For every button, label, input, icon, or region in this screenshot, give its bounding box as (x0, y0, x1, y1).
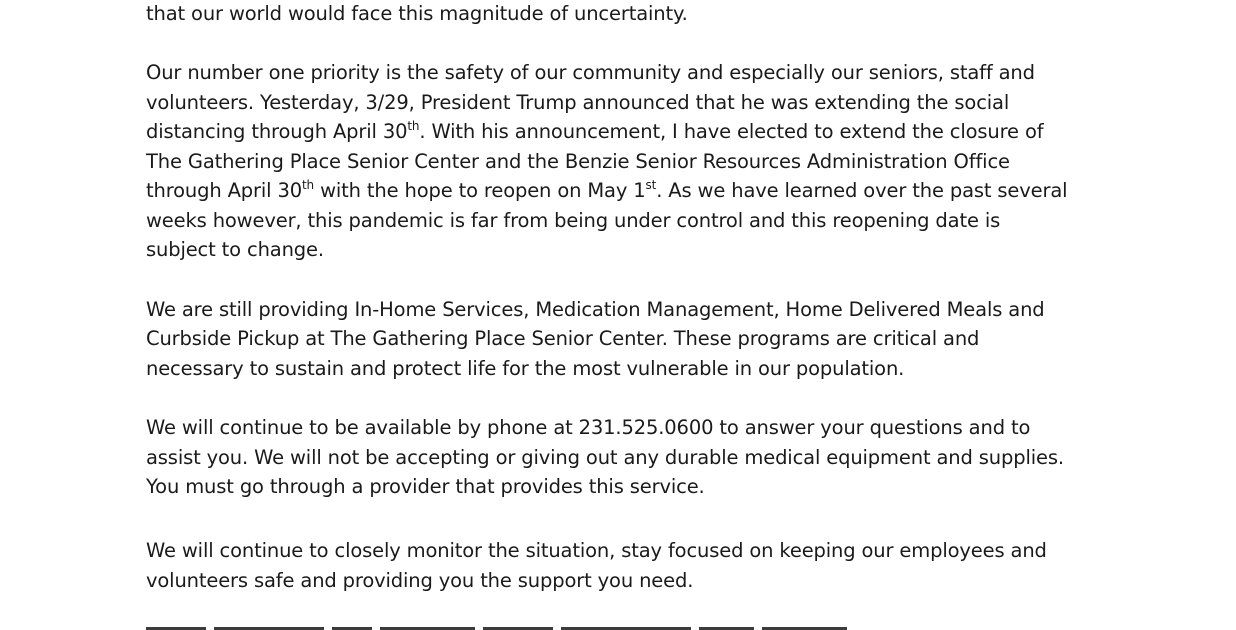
paragraph-1-line-6: weeks however, this pandemic is far from being under control and this reopening date is (146, 209, 1001, 232)
paragraph-1-line-1: Our number one priority is the safety of our community and especially our seniors, staff and (146, 61, 1035, 84)
paragraph-1-line-4: The Gathering Place Senior Center and the Benzie Senior Resources Administration Office (146, 150, 1010, 173)
text-segment: . With his announcement, I have elected to extend the closure of (419, 120, 1044, 143)
text-segment: with the hope to reopen on May 1 (314, 179, 646, 202)
text-segment: through April 30 (146, 179, 302, 202)
text-segment: distancing through April 30 (146, 120, 408, 143)
paragraph-3-line-2: assist you. We will not be accepting or giving out any durable medical equipment and supplies. (146, 446, 1064, 469)
paragraph-3-line-3: You must go through a provider that provides this service. (146, 475, 705, 498)
paragraph-2-line-1: We are still providing In-Home Services, Medication Management, Home Delivered Meals and (146, 298, 1045, 321)
ordinal-suffix: th (302, 177, 315, 192)
paragraph-1-line-7: subject to change. (146, 238, 324, 261)
paragraph-2-line-3: necessary to sustain and protect life for the most vulnerable in our population. (146, 357, 905, 380)
cut-off-text-line (146, 622, 1046, 630)
paragraph-4-line-2: volunteers safe and providing you the support you need. (146, 569, 694, 592)
paragraph-1-line-5 (146, 179, 1067, 203)
paragraph-1-line-2: volunteers. Yesterday, 3/29, President Trump announced that he was extending the social (146, 91, 1010, 114)
paragraph-1-line-3 (146, 120, 1043, 144)
ordinal-suffix: st (645, 177, 657, 192)
intro-closing-line: that our world would face this magnitude of uncertainty. (146, 2, 688, 25)
ordinal-suffix: th (407, 118, 420, 133)
text-segment: . As we have learned over the past several (656, 179, 1068, 202)
paragraph-3-line-1: We will continue to be available by phone at 231.525.0600 to answer your questions and to (146, 416, 1031, 439)
paragraph-4-line-1: We will continue to closely monitor the situation, stay focused on keeping our employees and (146, 539, 1047, 562)
paragraph-2-line-2: Curbside Pickup at The Gathering Place Senior Center. These programs are critical and (146, 327, 980, 350)
